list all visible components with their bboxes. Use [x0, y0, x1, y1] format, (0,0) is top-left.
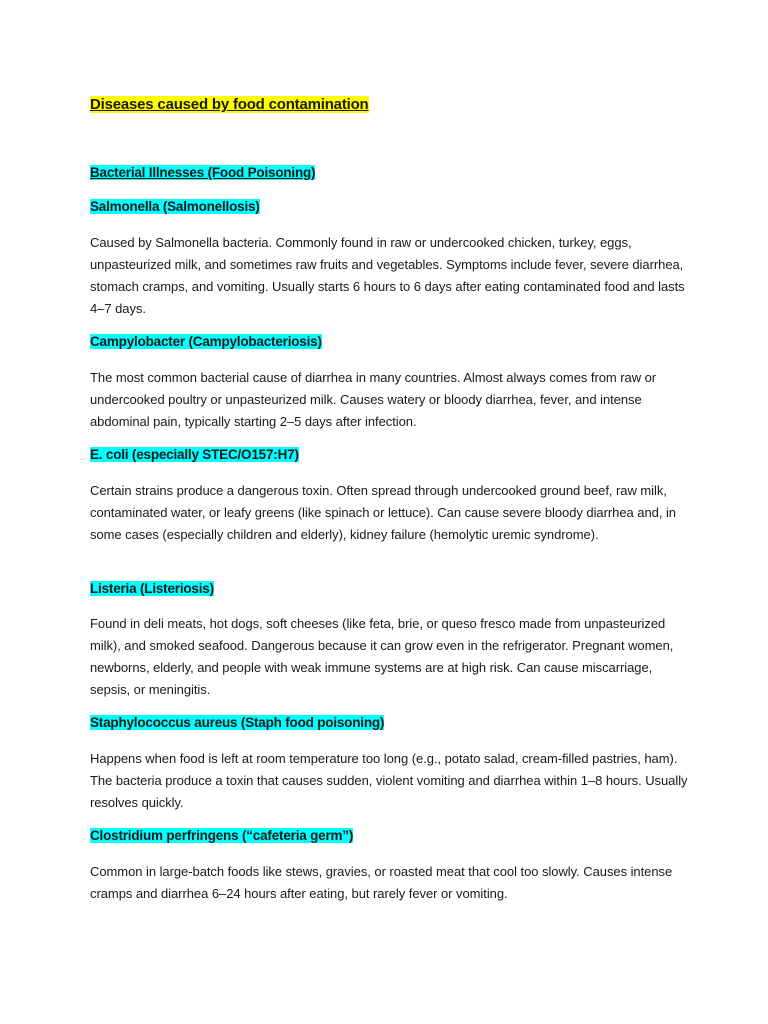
paragraph-salmonella: Caused by Salmonella bacteria. Commonly found in raw or undercooked chicken, turkey, eggs, unpasteurized milk, and sometimes raw fruits and vegetables. Symptoms include fever, severe diarrhea, stomach cramps, and vomiting. Usually starts 6 hours to 6 days after eating contaminated food and lasts 4–7 days. — [90, 235, 685, 316]
heading-clostridium: Clostridium perfringens (“cafeteria germ”) — [90, 828, 354, 843]
section-title-bacterial-illnesses: Bacterial Illnesses (Food Poisoning) — [90, 165, 316, 180]
document-title: Diseases caused by food contamination — [90, 96, 369, 113]
paragraph-listeria: Found in deli meats, hot dogs, soft cheeses (like feta, brie, or queso fresco made from unpasteurized milk), and smoked seafood. Dangerous because it can grow even in the refrigerator. Pregnant women, newborns, elderly, and people with weak immune systems are at high risk. Can cause miscarriage, sepsis, or meningitis. — [90, 616, 674, 697]
heading-listeria: Listeria (Listeriosis) — [90, 581, 214, 596]
paragraph-campylobacter: The most common bacterial cause of diarrhea in many countries. Almost always comes from raw or undercooked poultry or unpasteurized milk. Causes watery or bloody diarrhea, fever, and intense abdominal pain, typically starting 2–5 days after infection. — [90, 370, 657, 429]
paragraph-clostridium: Common in large-batch foods like stews, gravies, or roasted meat that cool too slowly. Causes intense cramps and diarrhea 6–24 hours after eating, but rarely fever or vomiting. — [90, 864, 673, 901]
heading-staphylococcus: Staphylococcus aureus (Staph food poisoning) — [90, 715, 385, 730]
heading-campylobacter: Campylobacter (Campylobacteriosis) — [90, 334, 322, 349]
heading-e-coli: E. coli (especially STEC/O157:H7) — [90, 447, 299, 462]
heading-salmonella: Salmonella (Salmonellosis) — [90, 199, 260, 214]
paragraph-e-coli: Certain strains produce a dangerous toxin. Often spread through undercooked ground beef, raw milk, contaminated water, or leafy greens (like spinach or lettuce). Can cause severe bloody diarrhea and, in some cases (especially children and elderly), kidney failure (hemolytic uremic syndrome). — [90, 483, 676, 542]
paragraph-staphylococcus: Happens when food is left at room temperature too long (e.g., potato salad, cream-filled pastries, ham). The bacteria produce a toxin that causes sudden, violent vomiting and diarrhea within 1–8 hours. Usually resolves quickly. — [90, 751, 688, 810]
